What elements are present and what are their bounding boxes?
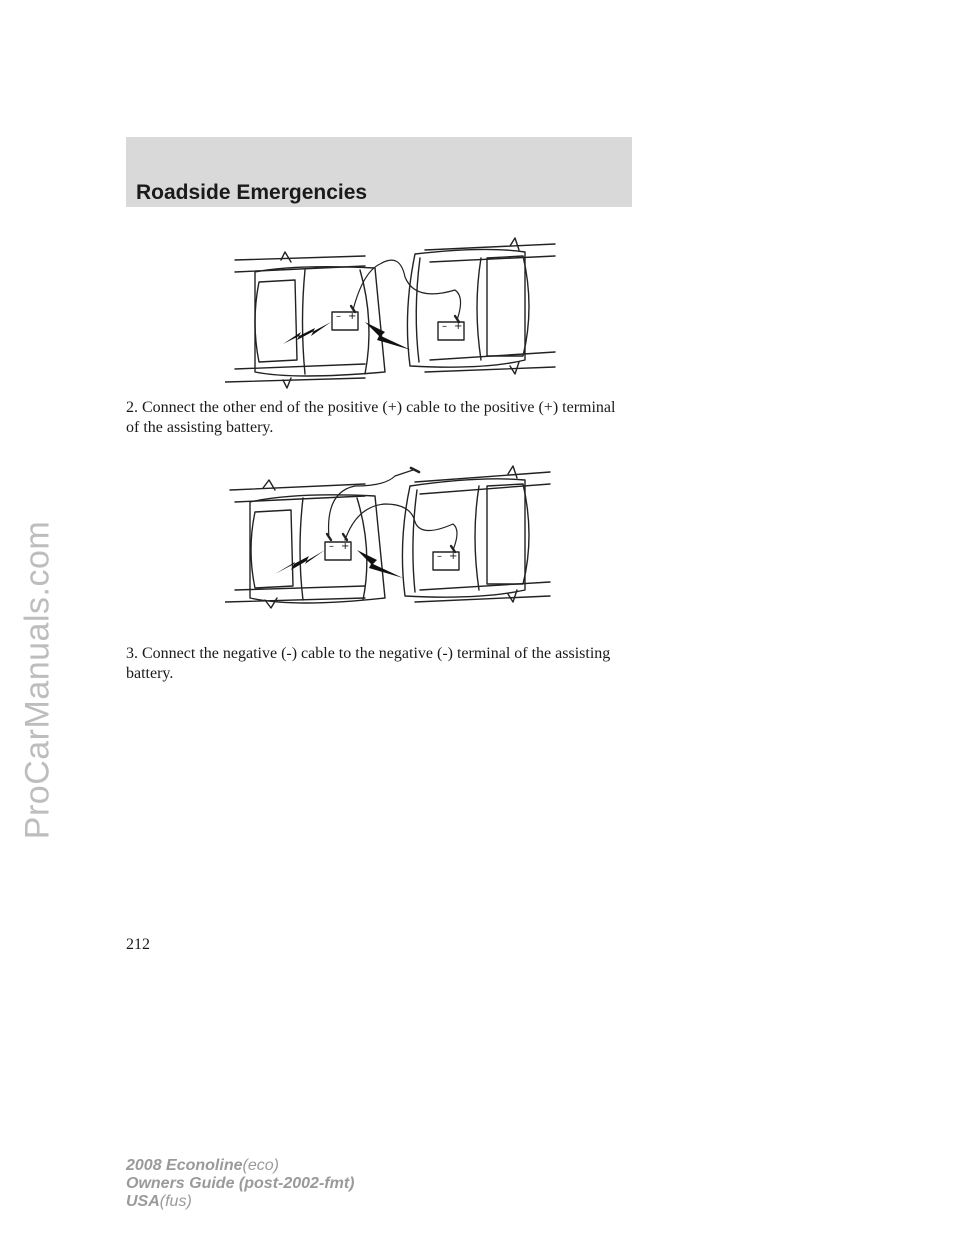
step-3-text: 3. Connect the negative (-) cable to the negative (-) terminal of the assisting battery. (126, 645, 611, 682)
footer-model: 2008 Econoline (126, 1157, 243, 1174)
assisting-vehicle (407, 238, 555, 374)
watermark (8, 380, 68, 980)
battery-plus-label: + (454, 321, 463, 332)
footer-market: USA (126, 1193, 160, 1210)
jump-start-illustration-2 (225, 462, 565, 622)
jump-start-illustration-1 (225, 232, 565, 392)
section-header (126, 137, 632, 207)
footer-market-code: (fus) (159, 1193, 192, 1210)
step-2-text: 2. Connect the other end of the positive (+) cable to the positive (+) terminal of the assisting battery. (126, 399, 616, 436)
footer-guide: Owners Guide (post-2002-fmt) (126, 1175, 355, 1192)
document-footer (126, 1157, 354, 1211)
assisting-vehicle (402, 466, 550, 602)
page-number: 212 (126, 936, 150, 953)
battery-plus-label: + (348, 311, 357, 322)
footer-model-code: (eco) (242, 1157, 279, 1174)
battery-plus-label: + (341, 541, 350, 552)
battery-minus-label: – (329, 541, 334, 552)
battery-minus-label: – (442, 321, 447, 332)
battery-minus-label: – (437, 551, 442, 562)
watermark-text: ProCarManuals.com (18, 520, 57, 840)
disabled-vehicle (225, 480, 385, 608)
battery-plus-label: + (449, 551, 458, 562)
battery-minus-label: – (336, 311, 341, 322)
disabled-vehicle (225, 252, 385, 388)
section-title: Roadside Emergencies (136, 181, 368, 204)
